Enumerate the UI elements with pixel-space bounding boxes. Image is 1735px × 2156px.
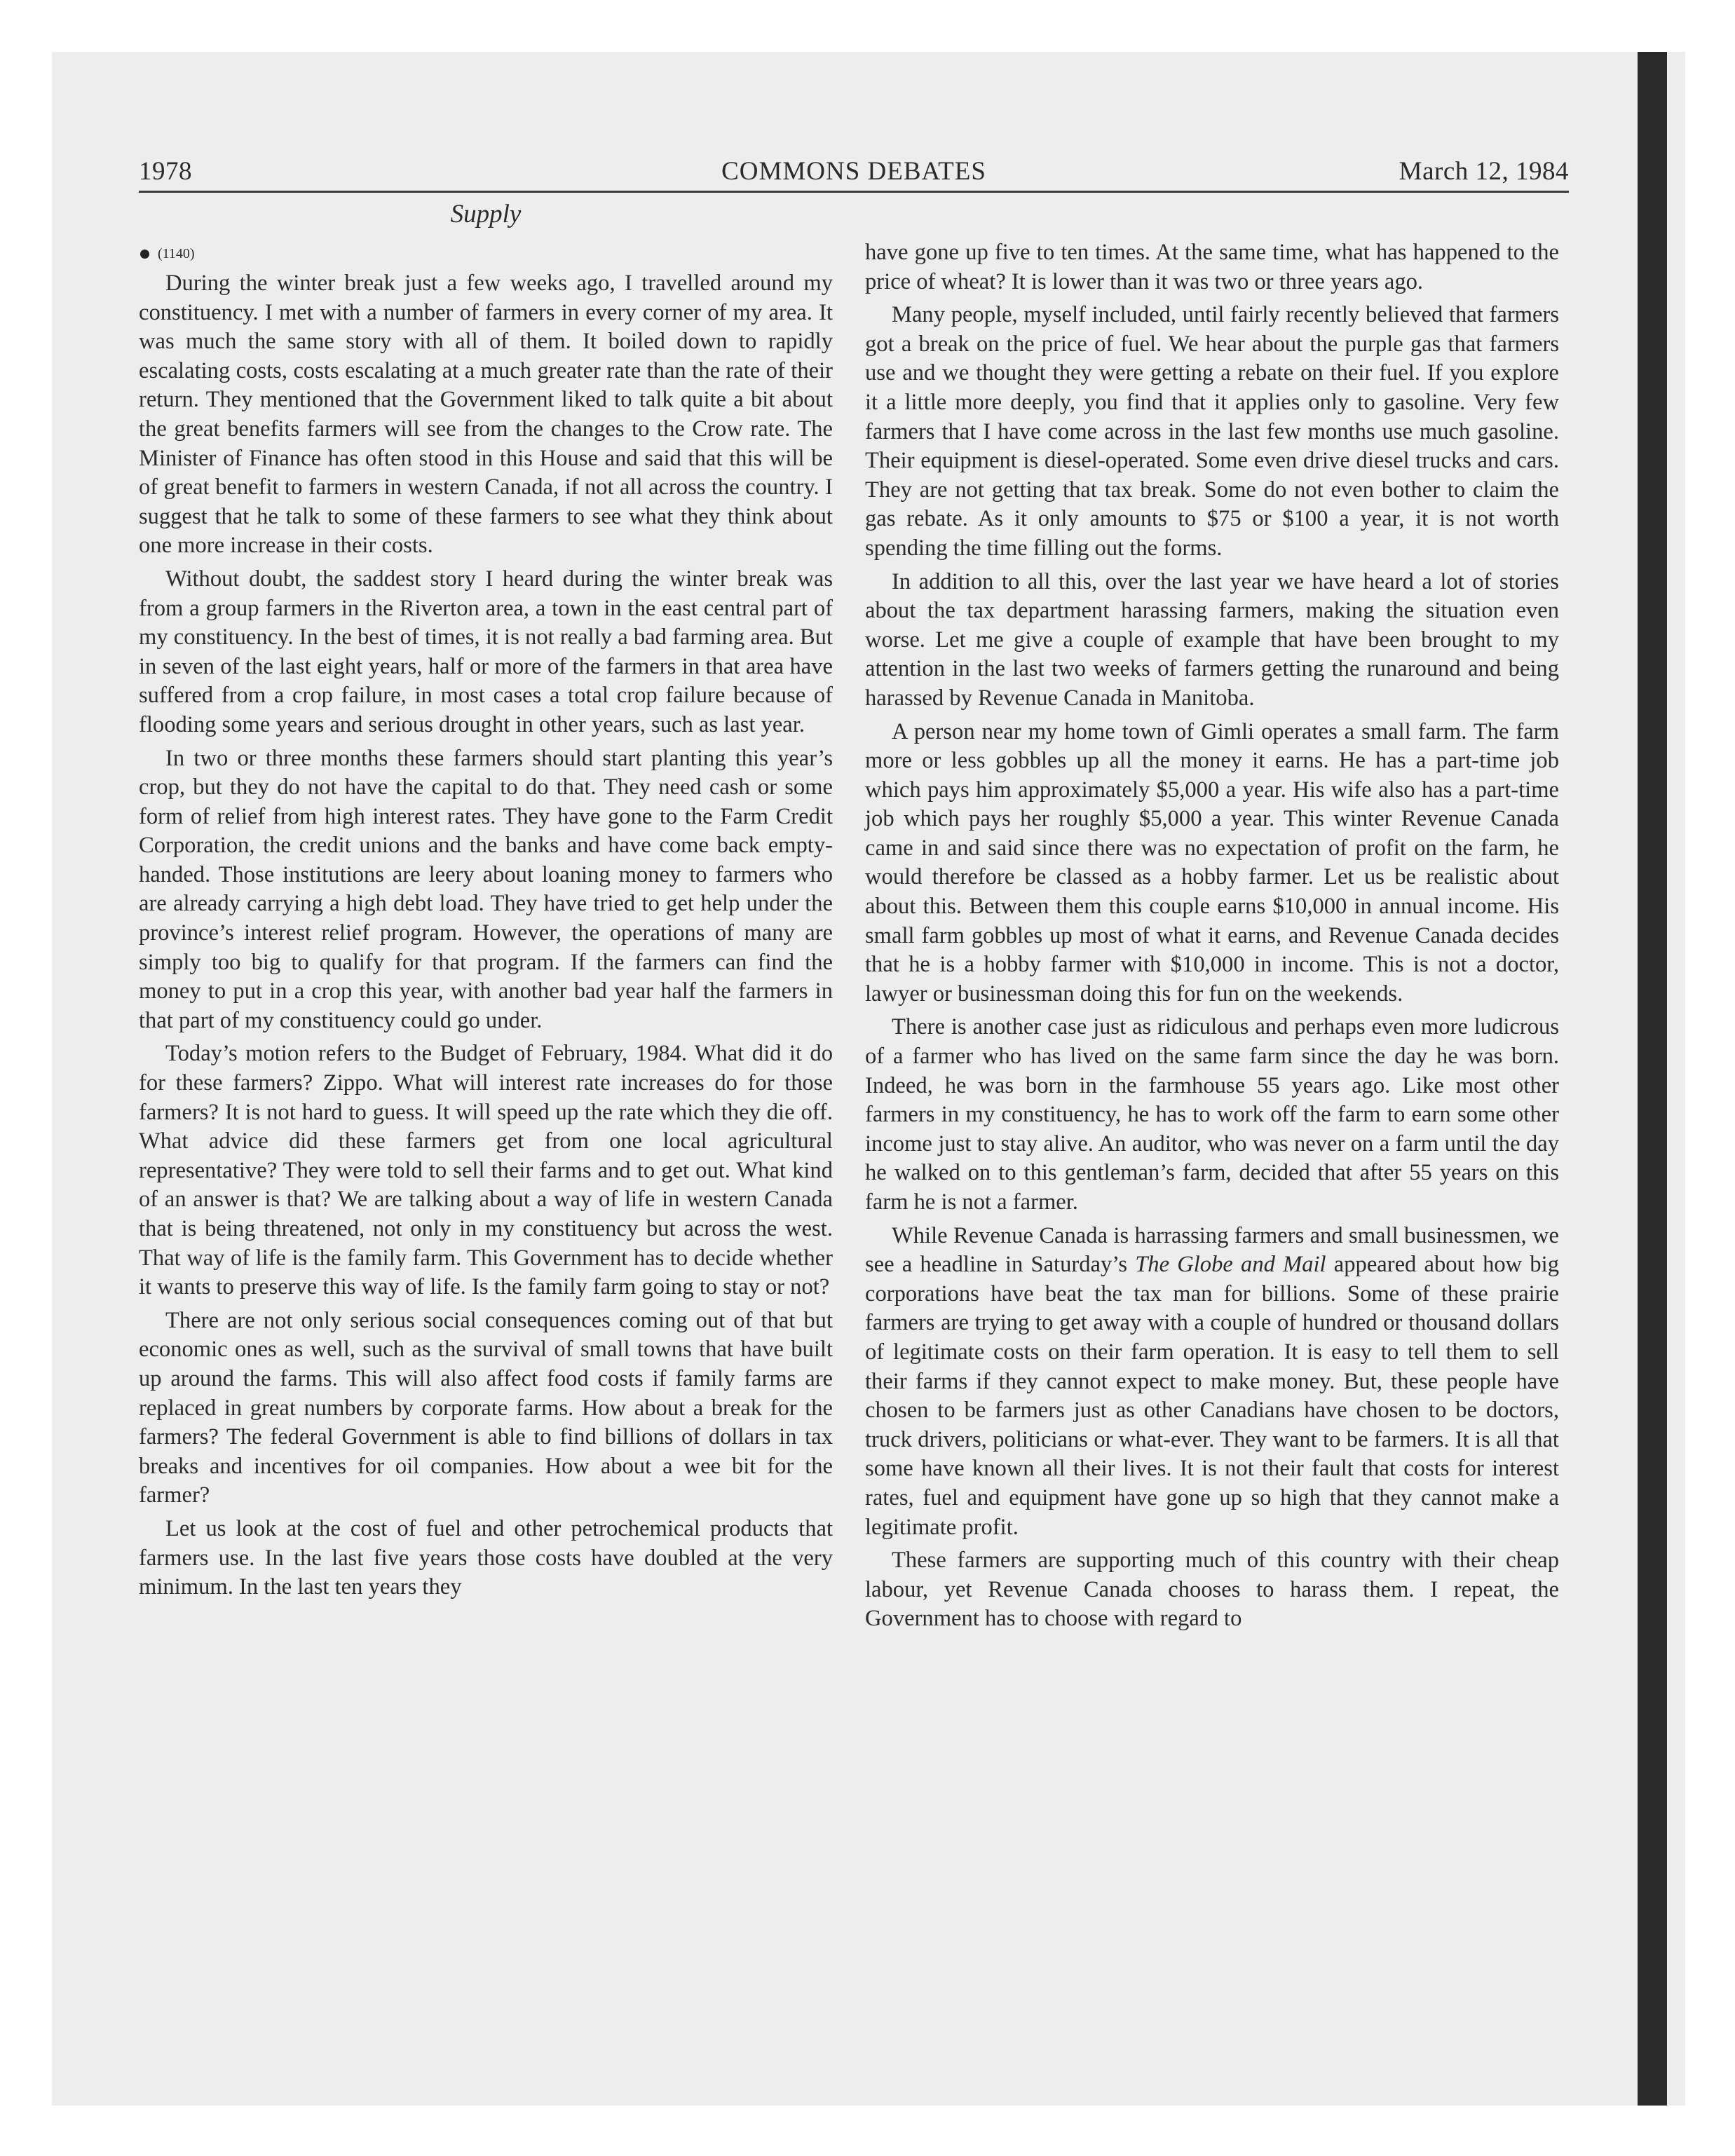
paragraph-text: appeared about how big corporations have beat the tax man for billions. Some of these prairie farmers are trying to get away with a couple of hundred or thousand dollars of legitimate costs on their farm operation. It is easy to tell them to sell their farms if they cannot expect to make money. But, these people have chosen to be farmers just as other Canadians have chosen to be doctors, truck drivers, politicians or what-ever. They want to be farmers. It is all that some have known all their lives. It is not their fault that costs for interest rates, fuel and equipment have gone up so high that they cannot make a legitimate profit. xyxy=(865,1252,1559,1540)
paragraph: These farmers are supporting much of this country with their cheap labour, yet Revenue Canada chooses to harass them. I repeat, the Government has to choose with regard to xyxy=(865,1548,1559,1632)
paragraph: Many people, myself included, until fairly recently believed that farmers got a break on the price of fuel. We hear about the purple gas that farmers use and we thought they were getting a rebate on their fuel. If you explore it a little more deeply, you find that it applies only to gasoline. Very few farmers that I have come across in the last few months use much gasoline. Their equipment is diesel-operated. Some even drive diesel trucks and cars. They are not getting that tax break. Some do not even bother to claim the gas rebate. As it only amounts to $75 or $100 a year, it is not worth spending the time filling out the forms. xyxy=(865,302,1559,561)
paragraph: In two or three months these farmers should start planting this year’s crop, but they do not have the capital to do that. They need cash or some form of relief from high interest rates. They have gone to the Farm Credit Corporation, the credit unions and the banks and have come back empty-handed. Those institutions are leery about loaning money to farmers who are already carrying a high debt load. They have tried to get help under the province’s interest relief program. However, the operations of many are simply too big to qualify for that program. If the farmers can find the money to put in a crop this year, with another bad year half the farmers in that part of my constituency could go under. xyxy=(139,745,833,1033)
publication-title: COMMONS DEBATES xyxy=(721,157,986,186)
page-number: 1978 xyxy=(139,157,192,186)
paragraph: Without doubt, the saddest story I heard during the winter break was from a group farmers in the Riverton area, a town in the east central part of my constituency. In the best of times, it is not really a bad farming area. But in seven of the last eight years, half or more of the farmers in that area have suffered from a crop failure, in most cases a total crop failure because of flooding some years and serious drought in other years, such as last year. xyxy=(139,566,833,737)
paragraph-text: While Revenue Canada is harrassing farmers and small businessmen, we see a headline in Saturday’s xyxy=(865,1222,1559,1278)
time-marker xyxy=(139,238,833,269)
paragraph: During the winter break just a few weeks ago, I travelled around my constituency. I met with a number of farmers in every corner of my area. It was much the same story with all of them. It boiled down to rapidly escalating costs, costs escalating at a much greater rate than the rate of their return. They mentioned that the Government liked to talk quite a bit about the great benefits farmers will see from the changes to the Crow rate. The Minister of Finance has often stood in this House and said that this will be of great benefit to farmers in western Canada, if not all across the country. I suggest that he talk to some of these farmers to see what they think about one more increase in their costs. xyxy=(139,271,833,559)
newspaper-name: The Globe and Mail xyxy=(1135,1252,1326,1278)
paragraph: Today’s motion refers to the Budget of February, 1984. What did it do for these farmers? Zippo. What will interest rate increases do for those farmers? It is not hard to guess. It will speed up the rate which they die off. What advice did these farmers get from one local agricultural representative? They were told to sell their farms and to get out. What kind of an answer is that? We are talking about a way of life in western Canada that is being threatened, not only in my constituency but across the west. That way of life is the family farm. This Government has to decide whether it wants to preserve this way of life. Is the family farm going to stay or not? xyxy=(139,1041,833,1300)
paragraph: A person near my home town of Gimli operates a small farm. The farm more or less gobbles up all the money it earns. He has a part-time job which pays him approximately $5,000 a year. His wife also has a part-time job which pays her roughly $5,000 a year. This winter Revenue Canada came in and said since there was no expectation of profit on the farm, he would therefore be classed as a hobby farmer. Let us be realistic about about this. Between them this couple earns $10,000 in annual income. His small farm gobbles up most of what it earns, and Revenue Canada decides that he is a hobby farmer with $10,000 in income. This is not a doctor, lawyer or businessman doing this for fun on the weekends. xyxy=(865,718,1559,1007)
section-title: Supply xyxy=(450,200,522,228)
scan-edge-shadow xyxy=(1638,52,1667,2106)
paragraph-globe-and-mail xyxy=(865,1222,1559,1543)
paragraph: There is another case just as ridiculous and perhaps even more ludicrous of a farmer who has lived on the same farm since the day he was born. Indeed, he was born in the farmhouse 55 years ago. Like most other farmers in my constituency, he has to work off the farm to earn some other income just to stay alive. An auditor, who was never on a farm until the day he walked on to this gentleman’s farm, decided that after 55 years on this farm he is not a farmer. xyxy=(865,1014,1559,1215)
paragraph: In addition to all this, over the last year we have heard a lot of stories about the tax department harassing farmers, making the situation even worse. Let me give a couple of example that have been brought to my attention in the last two weeks of farmers getting the runaround and being harassed by Revenue Canada in Manitoba. xyxy=(865,568,1559,711)
publication-date: March 12, 1984 xyxy=(1399,157,1569,186)
paragraph: Let us look at the cost of fuel and other petrochemical products that farmers use. In the last five years those costs have doubled at the very minimum. In the last ten years they xyxy=(139,1515,833,1600)
page-header xyxy=(139,147,1569,193)
right-column xyxy=(865,238,1559,1638)
bullet-icon xyxy=(140,250,149,259)
paragraph-continued: have gone up five to ten times. At the same time, what has happened to the price of wheat? It is lower than it was two or three years ago. xyxy=(865,240,1559,294)
time-marker-text: (1140) xyxy=(158,246,195,261)
left-column xyxy=(139,238,833,1606)
paragraph: There are not only serious social consequences coming out of that but economic ones as well, such as the survival of small towns that have built up around the farms. This will also affect food costs if family farms are replaced in great numbers by corporate farms. How about a break for the farmers? The federal Government is able to find billions of dollars in tax breaks and incentives for oil companies. How about a wee bit for the farmer? xyxy=(139,1307,833,1508)
